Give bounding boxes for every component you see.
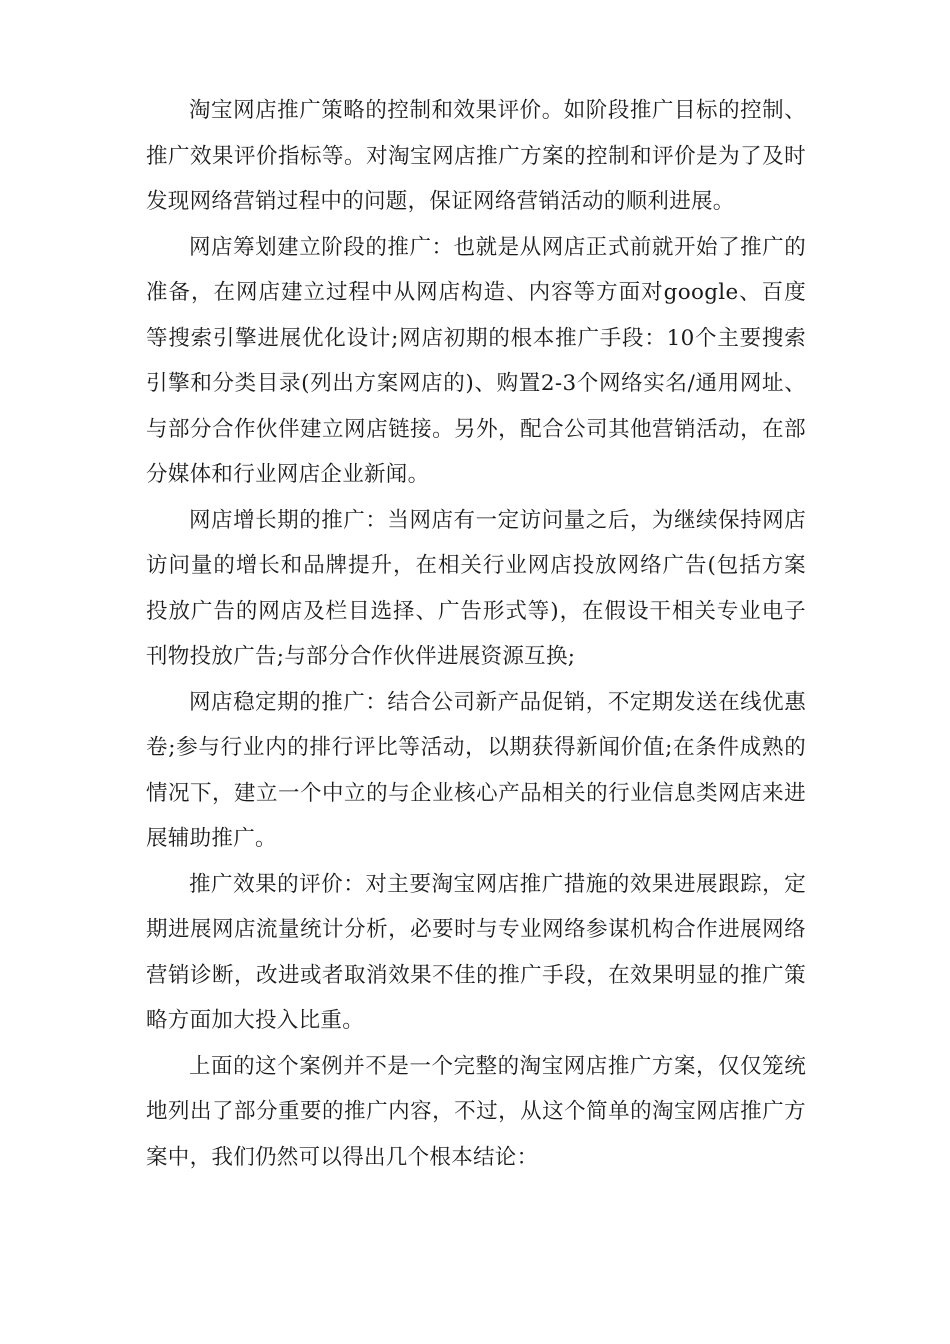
paragraph-control-evaluation: 淘宝网店推广策略的控制和效果评价。如阶段推广目标的控制、推广效果评价指标等。对淘宝网店推广方案的控制和评价是为了及时发现网络营销过程中的问题，保证网络营销活动的顺利进展。 (146, 98, 806, 214)
paragraph-effect-evaluation: 推广效果的评价：对主要淘宝网店推广措施的效果进展跟踪，定期进展网店流量统计分析，必要时与专业网络参谋机构合作进展网络营销诊断，改进或者取消效果不佳的推广手段，在效果明显的推广策略方面加大投入比重。 (146, 871, 806, 1033)
document-page (146, 88, 806, 1288)
paragraph-planning-stage: 网店筹划建立阶段的推广：也就是从网店正式前就开始了推广的准备，在网店建立过程中从网店构造、内容等方面对google、百度等搜索引擎进展优化设计;网店初期的根本推广手段：10个主要搜索引擎和分类目录(列出方案网店的)、购置2-3个网络实名/通用网址、与部分合作伙伴建立网店链接。另外，配合公司其他营销活动，在部分媒体和行业网店企业新闻。 (146, 234, 806, 487)
paragraph-stable-stage: 网店稳定期的推广：结合公司新产品促销，不定期发送在线优惠卷;参与行业内的排行评比等活动，以期获得新闻价值;在条件成熟的情况下，建立一个中立的与企业核心产品相关的行业信息类网店来进展辅助推广。 (146, 689, 806, 851)
paragraph-growth-stage: 网店增长期的推广：当网店有一定访问量之后，为继续保持网店访问量的增长和品牌提升，在相关行业网店投放网络广告(包括方案投放广告的网店及栏目选择、广告形式等)，在假设干相关专业电子刊物投放广告;与部分合作伙伴进展资源互换; (146, 507, 806, 669)
paragraph-conclusion-intro: 上面的这个案例并不是一个完整的淘宝网店推广方案，仅仅笼统地列出了部分重要的推广内容，不过，从这个简单的淘宝网店推广方案中，我们仍然可以得出几个根本结论： (146, 1053, 806, 1170)
